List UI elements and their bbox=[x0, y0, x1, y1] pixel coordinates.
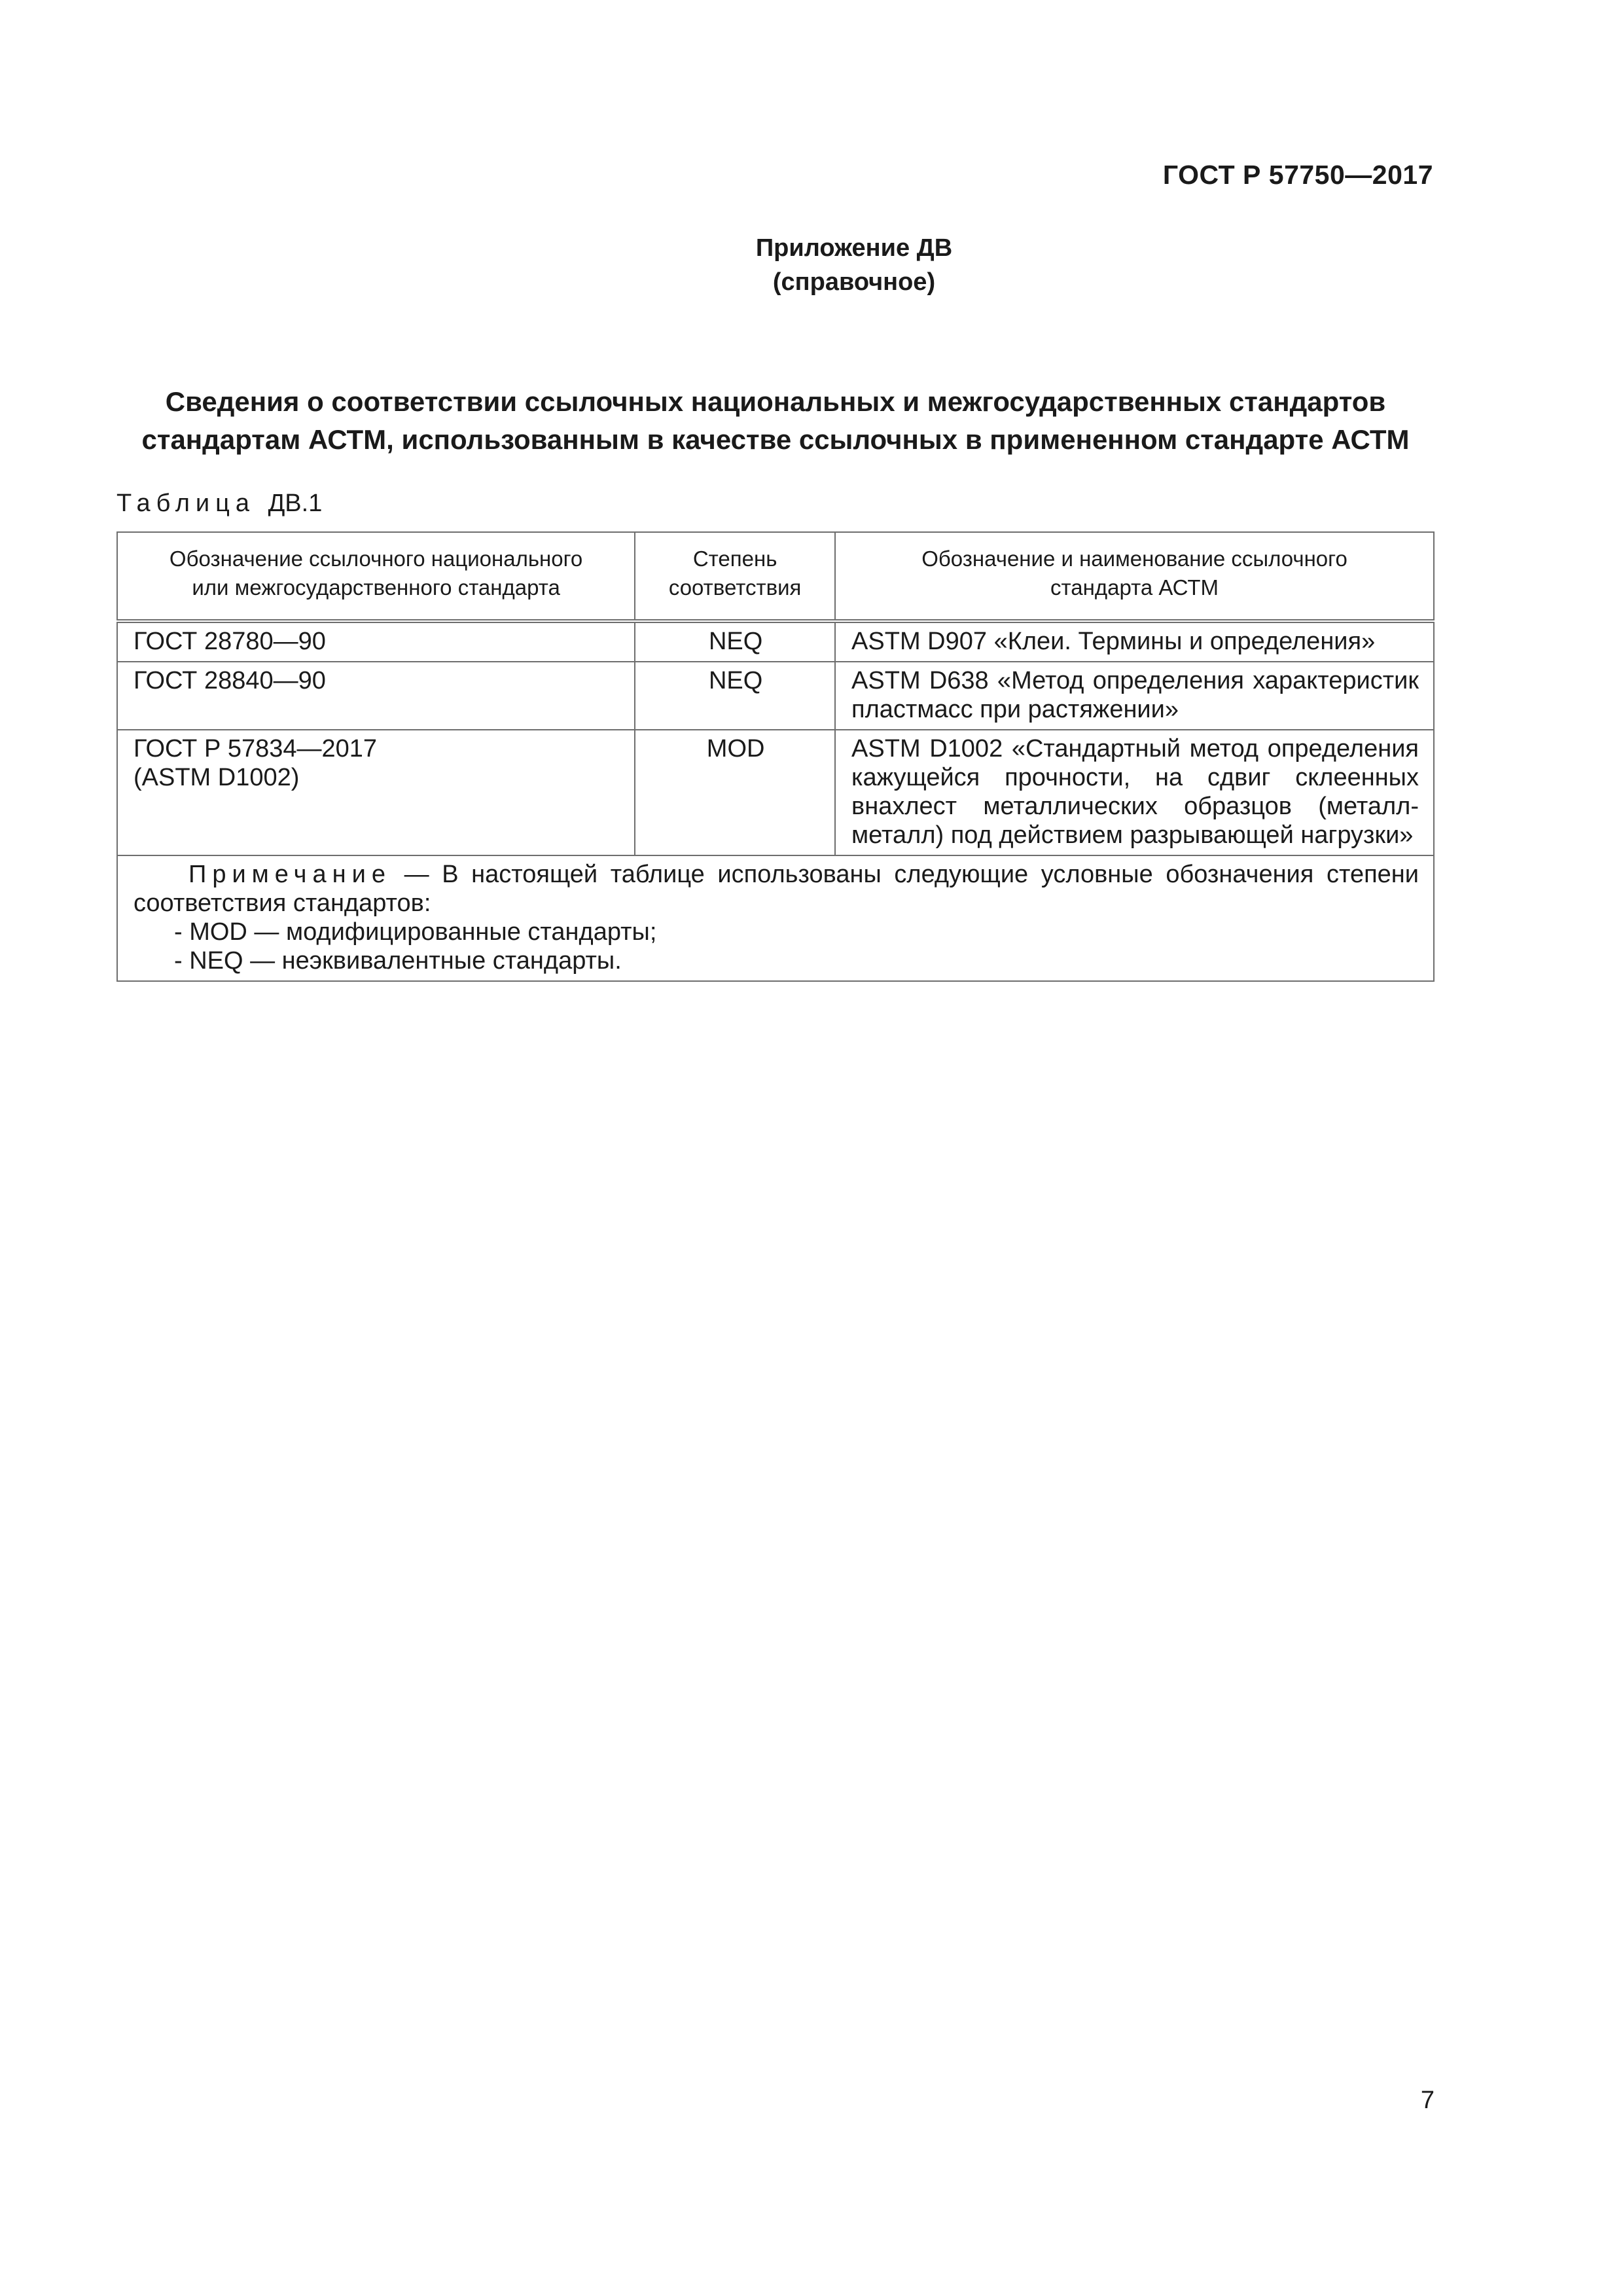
note-item-mod: - MOD — модифицированные стандарты; bbox=[174, 918, 657, 946]
cell-astm: ASTM D638 «Метод определения характеристик пластмасс при растяжении» bbox=[835, 662, 1434, 730]
standards-table bbox=[116, 531, 1435, 982]
table-caption-word: Таблица bbox=[116, 490, 255, 517]
appendix-subtitle: (справочное) bbox=[772, 268, 936, 296]
column-header-national: Обозначение ссылочного национального или межгосударственного стандарта bbox=[117, 532, 635, 621]
column-header-degree: Степень соответствия bbox=[635, 532, 835, 621]
table-caption bbox=[116, 490, 322, 518]
cell-degree: NEQ bbox=[635, 662, 835, 730]
cell-degree: MOD bbox=[635, 730, 835, 855]
section-title bbox=[116, 383, 1435, 459]
section-title-line-2: стандартам АСТМ, использованным в качестве ссылочных в примененном стандарте АСТМ bbox=[141, 424, 1410, 455]
table-row bbox=[117, 730, 1434, 855]
table-row bbox=[117, 621, 1434, 662]
page-number: 7 bbox=[1420, 2087, 1435, 2114]
appendix-title: Приложение ДВ bbox=[755, 234, 953, 262]
cell-national bbox=[117, 621, 635, 662]
cell-astm: ASTM D1002 «Стандартный метод определения кажущейся прочности, на сдвиг склеенных внахлест металлических образцов (металл-металл) под действием разрывающей нагрузки» bbox=[835, 730, 1434, 855]
column-header-astm: Обозначение и наименование ссылочного стандарта АСТМ bbox=[835, 532, 1434, 621]
section-title-line-1: Сведения о соответствии ссылочных национальных и межгосударственных стандартов bbox=[165, 386, 1386, 417]
note-text: — В настоящей таблице использованы следующие условные обозначения степени соответствия стандартов: bbox=[134, 861, 1419, 917]
national-standard-equivalent: (ASTM D1002) bbox=[134, 764, 300, 791]
table-note bbox=[117, 855, 1434, 981]
national-standard: ГОСТ Р 57834—2017 bbox=[134, 735, 378, 762]
note-label: Примечание bbox=[188, 861, 391, 888]
table-caption-id: ДВ.1 bbox=[268, 490, 323, 517]
table-header-row bbox=[117, 532, 1434, 621]
note-item-neq: - NEQ — неэквивалентные стандарты. bbox=[174, 947, 622, 975]
national-standard: ГОСТ 28840—90 bbox=[134, 667, 326, 694]
table-row bbox=[117, 662, 1434, 730]
cell-national bbox=[117, 662, 635, 730]
national-standard: ГОСТ 28780—90 bbox=[134, 628, 326, 655]
table-note-row bbox=[117, 855, 1434, 981]
appendix-heading bbox=[0, 231, 1623, 299]
cell-degree: NEQ bbox=[635, 621, 835, 662]
cell-astm: ASTM D907 «Клеи. Термины и определения» bbox=[835, 621, 1434, 662]
document-code: ГОСТ Р 57750—2017 bbox=[1162, 160, 1433, 190]
cell-national bbox=[117, 730, 635, 855]
